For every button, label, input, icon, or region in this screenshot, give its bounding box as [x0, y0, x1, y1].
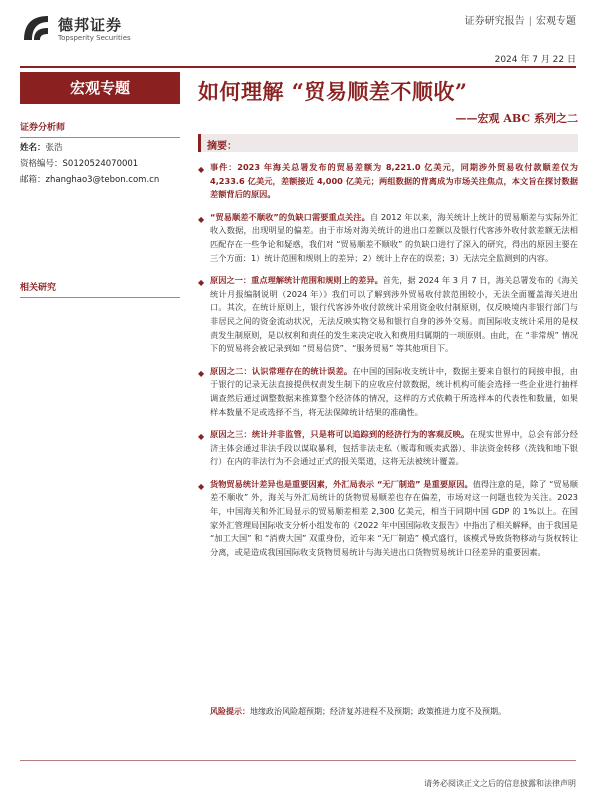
brand-logo	[20, 12, 160, 48]
sidebar-band: 宏观专题	[20, 72, 180, 104]
page-header	[0, 0, 600, 65]
analyst-heading: 证券分析师	[20, 123, 66, 133]
bullet-icon: ◆	[198, 214, 205, 224]
report-subtitle: ——宏观 ABC 系列之二	[455, 112, 578, 125]
summary-paragraph	[198, 274, 578, 356]
report-meta	[465, 12, 576, 27]
brand-name-cn: 德邦证券	[58, 16, 123, 34]
summary-label: 摘要：	[207, 141, 237, 152]
cert-label: 资格编号：	[20, 159, 63, 169]
paragraph-text: 在中国的国际收支统计中，数据主要来自银行的间接申报，由于银行的记录无法直接提供权责发生制下的应收应付款数据，统计机构可能会选择一些企业进行抽样调查然后通过调整数据来推算整个经济体的情况，这样的方式依赖于所选样本的代表性和数量，如果样本数量不足或选择不当，将无法保障统计结果的准确性。	[210, 365, 578, 417]
paragraph-text: 自 2012 年以来，海关统计上统计的贸易顺差与实际外汇收入数据，出现明显的偏差。由于市场对海关统计的进出口差额以及银行代客涉外收付款差额无法相匹配存在一些争论和疑惑，我们对 “贸易顺差不顺收” 的负缺口进行了深入的研究，得出的原因主要在三个方面：1）统计范围和规则上的差异；2）统计上存在的误差；3）无法完全监测到的内容。	[210, 211, 578, 263]
name-label: 姓名：	[20, 143, 46, 153]
risk-warning	[210, 706, 580, 718]
paragraph-text: 值得注意的是，除了 “贸易顺差不顺收” 外，海关与外汇局统计的货物贸易顺差也存在偏差，市场对这一问题也较为关注。2023 年，中国海关和外汇局显示的贸易顺差相差 2,300 亿美元，相当于同期中国 GDP 的 1%以上。在国家外汇管理局国际收支分析小组发布的《2022 年中国国际收支报告》中指出了相关解释，由于我国是 “加工大国” 和 “消费大国” 双重身份，近年来 “无厂制造” 模式盛行，该模式导致货物移动与货权转让分离，或是造成我国国际收支货物贸易统计与海关进出口货物贸易统计口径差异的重要因素。	[210, 478, 578, 557]
bullet-icon: ◆	[198, 368, 205, 378]
footer-rule	[20, 760, 576, 761]
meta-separator: |	[528, 16, 532, 27]
risk-label: 风险提示：	[210, 707, 250, 716]
paragraph-text: 首先，据 2024 年 3 月 7 日，海关总署发布的《海关统计月报编制说明（2024 年）》我们可以了解到涉外贸易收付款范围较小，无法全面覆盖海关进出口。其次，在统计原则上，银行代客涉外收付款统计采用资金收付制原则，仅反映境内非银行部门与非居民之间的资金流动状况，无法反映实物交易和银行自身的涉外交易。而国际收支统计采用的是权责发生制原则，是以权利和责任的发生来决定收入和费用归属期的一项原则。由此，在 “非常规” 情况下的贸易将会被记录到如 “贸易信贷”、“服务贸易” 等其他项目下。	[210, 275, 578, 354]
summary-paragraph	[198, 161, 578, 202]
paragraph-lead: 原因之一：重点理解统计范围和规则上的差异。	[210, 275, 383, 286]
bullet-icon: ◆	[198, 481, 205, 491]
summary-paragraph	[198, 365, 578, 419]
summary-paragraph	[198, 428, 578, 469]
report-type: 证券研究报告	[464, 16, 525, 27]
paragraph-lead: 事件：2023 年海关总署发布的贸易差额为 8,221.0 亿美元，同期涉外贸易收付款顺差仅为 4,233.6 亿美元，差额接近 4,000 亿美元；两组数据的背离成为市场关注焦点，本文旨在探讨数据差额背后的原因。	[210, 162, 578, 200]
sidebar	[20, 72, 180, 298]
bullet-icon: ◆	[198, 278, 205, 288]
summary-paragraph	[198, 478, 578, 560]
name-value: 张浩	[45, 143, 63, 153]
report-section: 宏观专题	[536, 16, 576, 27]
paragraph-lead: 原因之二：认识常理存在的统计误差。	[210, 365, 353, 376]
header-rule	[20, 66, 576, 68]
main-content	[198, 72, 578, 559]
analyst-cert	[20, 158, 180, 170]
cert-value: S0120524070001	[62, 159, 139, 169]
paragraph-lead: “贸易顺差不顺收”的负缺口需要重点关注。	[210, 211, 370, 222]
sidebar-rule-2	[20, 297, 180, 298]
bullet-icon: ◆	[198, 165, 205, 174]
email-label: 邮箱：	[20, 175, 46, 185]
sidebar-rule	[20, 137, 180, 138]
related-heading: 相关研究	[20, 283, 57, 293]
bullet-icon: ◆	[198, 432, 205, 442]
paragraph-lead: 货物贸易统计差异也是重要因素，外汇局表示 “无厂制造” 是重要原因。	[210, 478, 473, 489]
report-title: 如何理解 “贸易顺差不顺收”	[198, 79, 468, 104]
brand-mark-icon	[20, 12, 52, 44]
paragraph-lead: 原因之三：统计并非监管，只是将可以追踪到的经济行为的客观反映。	[210, 429, 470, 440]
footer-disclaimer: 请务必阅读正文之后的信息披露和法律声明	[424, 779, 576, 788]
analyst-email	[20, 174, 180, 186]
summary-paragraph	[198, 211, 578, 265]
risk-text: 地缘政治风险超预期；经济复苏进程不及预期；政策推进力度不及预期。	[250, 707, 506, 716]
analyst-name	[20, 142, 180, 154]
brand-name-en: Topsperity Securities	[58, 34, 131, 42]
summary-bar	[198, 134, 578, 152]
email-link[interactable]: zhanghao3@tebon.com.cn	[45, 175, 160, 185]
report-date: 2024 年 7 月 22 日	[494, 55, 576, 65]
paragraph-text: 在现实世界中，总会有部分经济主体会通过非法手段以谋取暴利，包括非法走私（贩毒和贩卖武器）、非法资金转移（洗钱和地下银行）在内的非法行为不会通过正式的报关渠道，这将无法被统计覆盖。	[210, 429, 578, 467]
